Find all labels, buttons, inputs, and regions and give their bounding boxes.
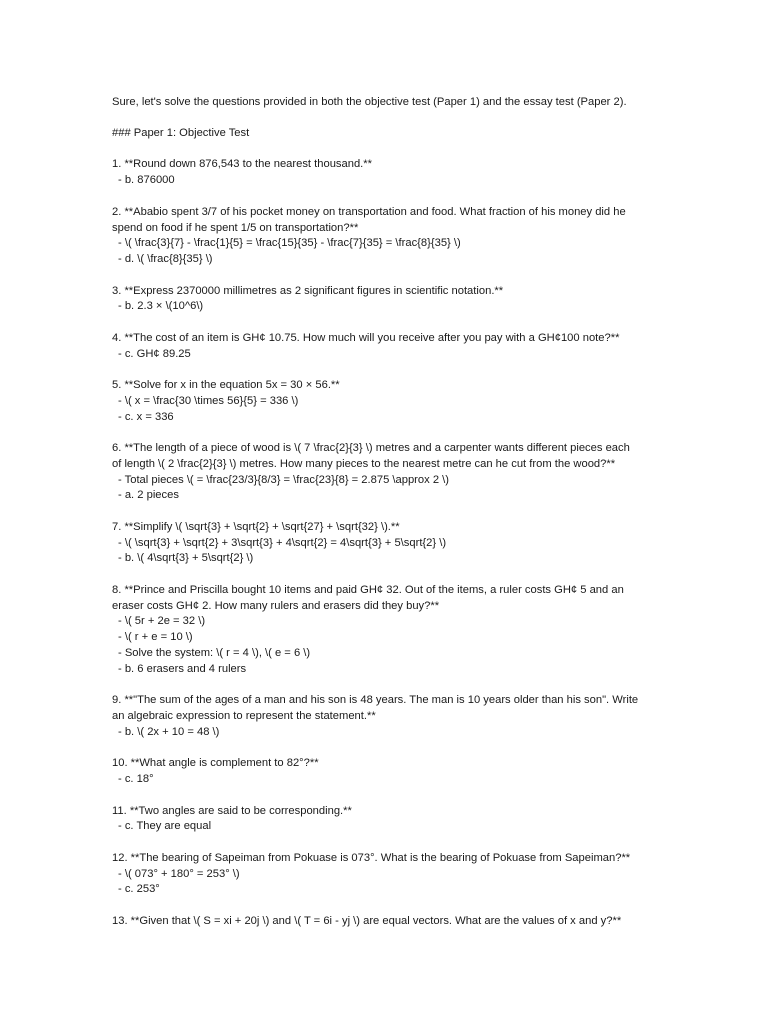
question-10: 10. **What angle is complement to 82°?** (112, 757, 319, 769)
question-13: 13. **Given that \( S = xi + 20j \) and \( T = 6i - yj \) are equal vectors. What are the values of x and y?** (112, 915, 622, 927)
question-11: 11. **Two angles are said to be corresponding.** (112, 805, 352, 817)
question-8: 8. **Prince and Priscilla bought 10 items and paid GH¢ 32. Out of the items, a ruler costs GH¢ 5 and an (112, 584, 624, 596)
answer-6-step: - Total pieces \( = \frac{23/3}{8/3} = \frac{23}{8} = 2.875 \approx 2 \) (118, 474, 449, 486)
question-6: 6. **The length of a piece of wood is \( 7 \frac{2}{3} \) metres and a carpenter wants different pieces each (112, 442, 630, 454)
question-5: 5. **Solve for x in the equation 5x = 30 × 56.** (112, 379, 340, 391)
question-9: 9. **"The sum of the ages of a man and his son is 48 years. The man is 10 years older than his son". Write (112, 694, 639, 706)
question-4: 4. **The cost of an item is GH¢ 10.75. How much will you receive after you pay with a GH¢100 note?** (112, 332, 620, 344)
answer-7: - b. \( 4\sqrt{3} + 5\sqrt{2} \) (118, 552, 254, 564)
answer-1: - b. 876000 (118, 174, 175, 186)
answer-12-step: - \( 073° + 180° = 253° \) (118, 868, 240, 880)
answer-8: - b. 6 erasers and 4 rulers (118, 663, 247, 675)
answer-8-step-1: - \( 5r + 2e = 32 \) (118, 615, 206, 627)
question-6-cont: of length \( 2 \frac{2}{3} \) metres. How many pieces to the nearest metre can he cut from the wood?** (112, 458, 616, 470)
answer-6: - a. 2 pieces (118, 489, 179, 501)
answer-3: - b. 2.3 × \(10^6\) (118, 300, 204, 312)
answer-5-step: - \( x = \frac{30 \times 56}{5} = 336 \) (118, 395, 299, 407)
answer-4: - c. GH¢ 89.25 (118, 348, 191, 360)
answer-2-step: - \( \frac{3}{7} - \frac{1}{5} = \frac{15}{35} - \frac{7}{35} = \frac{8}{35} \) (118, 237, 461, 249)
intro-text: Sure, let's solve the questions provided in both the objective test (Paper 1) and the essay test (Paper 2). (112, 96, 627, 108)
answer-11: - c. They are equal (118, 820, 212, 832)
question-2: 2. **Ababio spent 3/7 of his pocket money on transportation and food. What fraction of his money did he (112, 206, 626, 218)
answer-12: - c. 253° (118, 883, 160, 895)
answer-5: - c. x = 336 (118, 411, 174, 423)
question-9-cont: an algebraic expression to represent the statement.** (112, 710, 376, 722)
answer-2: - d. \( \frac{8}{35} \) (118, 253, 213, 265)
question-3: 3. **Express 2370000 millimetres as 2 significant figures in scientific notation.** (112, 285, 504, 297)
answer-8-step-3: - Solve the system: \( r = 4 \), \( e = 6 \) (118, 647, 311, 659)
question-7: 7. **Simplify \( \sqrt{3} + \sqrt{2} + \sqrt{27} + \sqrt{32} \).** (112, 521, 400, 533)
question-12: 12. **The bearing of Sapeiman from Pokuase is 073°. What is the bearing of Pokuase from Sapeiman?** (112, 852, 631, 864)
answer-8-step-2: - \( r + e = 10 \) (118, 631, 193, 643)
section-heading: ### Paper 1: Objective Test (112, 127, 250, 139)
question-2-cont: spend on food if he spent 1/5 on transportation?** (112, 222, 359, 234)
answer-9: - b. \( 2x + 10 = 48 \) (118, 726, 220, 738)
answer-10: - c. 18° (118, 773, 154, 785)
question-8-cont: eraser costs GH¢ 2. How many rulers and erasers did they buy?** (112, 600, 440, 612)
question-1: 1. **Round down 876,543 to the nearest thousand.** (112, 158, 372, 170)
answer-7-step: - \( \sqrt{3} + \sqrt{2} + 3\sqrt{3} + 4\sqrt{2} = 4\sqrt{3} + 5\sqrt{2} \) (118, 537, 447, 549)
